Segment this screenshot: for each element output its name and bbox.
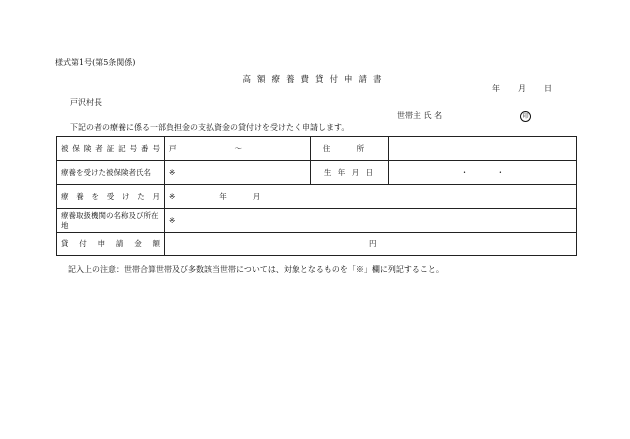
householder-name-line [397, 110, 531, 122]
date-line [492, 83, 552, 94]
addressee: 戸沢村長 [70, 98, 102, 107]
table-row [57, 137, 577, 161]
loan-amount-field[interactable] [165, 233, 577, 256]
birthdate-label-cell [311, 161, 389, 185]
treatment-month-unit: 月 [252, 191, 261, 201]
address-label: 住 所 [322, 143, 377, 153]
filling-instructions-note: 記入上の注意：世帯合算世帯及び多数該当世帯については、対象となるものを「※」欄に列記すること。 [68, 265, 444, 274]
birthdate-separators: ・ ・ [460, 167, 505, 177]
date-year: 年 [492, 84, 500, 93]
institution-label: 療養取扱機関の名称及び所在地 [57, 209, 165, 233]
date-day: 日 [544, 84, 552, 93]
birthdate-label: 生 年 月 日 [323, 167, 376, 177]
application-form-table [56, 136, 577, 256]
patient-name-field[interactable] [165, 161, 311, 185]
table-row [57, 161, 577, 185]
seal-mark-icon: 印 [520, 111, 531, 122]
currency-unit: 円 [369, 239, 377, 248]
patient-name-label: 療養を受けた被保険者氏名 [57, 161, 165, 185]
loan-amount-label: 貸付申請金額 [57, 233, 165, 256]
insurance-number-field[interactable] [165, 137, 311, 161]
treatment-month-label: 療養を受けた月 [57, 185, 165, 209]
intro-statement: 下記の者の療養に係る一部負担金の支払資金の貸付けを受けたく申請します。 [70, 123, 350, 132]
householder-label: 世帯主 氏 名 [397, 111, 443, 120]
insurance-number-tilde: 〜 [234, 143, 242, 153]
asterisk-mark: ※ [169, 215, 176, 225]
address-label-cell [311, 137, 389, 161]
birthdate-field[interactable] [389, 161, 577, 185]
date-month: 月 [518, 84, 526, 93]
address-field[interactable] [389, 137, 577, 161]
treatment-year-unit: 年 [219, 191, 227, 201]
asterisk-mark: ※ [169, 191, 176, 201]
document-title: 高額療養費貸付申請書 [242, 75, 388, 85]
table-row [57, 233, 577, 256]
form-reference: 様式第1号(第5条関係) [55, 58, 136, 67]
asterisk-mark: ※ [169, 167, 176, 177]
treatment-month-field[interactable] [165, 185, 577, 209]
insurance-number-label: 被保険者証記号番号 [57, 137, 165, 161]
table-row [57, 185, 577, 209]
table-row [57, 209, 577, 233]
insurance-number-prefix: 戸 [169, 143, 177, 153]
institution-field[interactable] [165, 209, 577, 233]
